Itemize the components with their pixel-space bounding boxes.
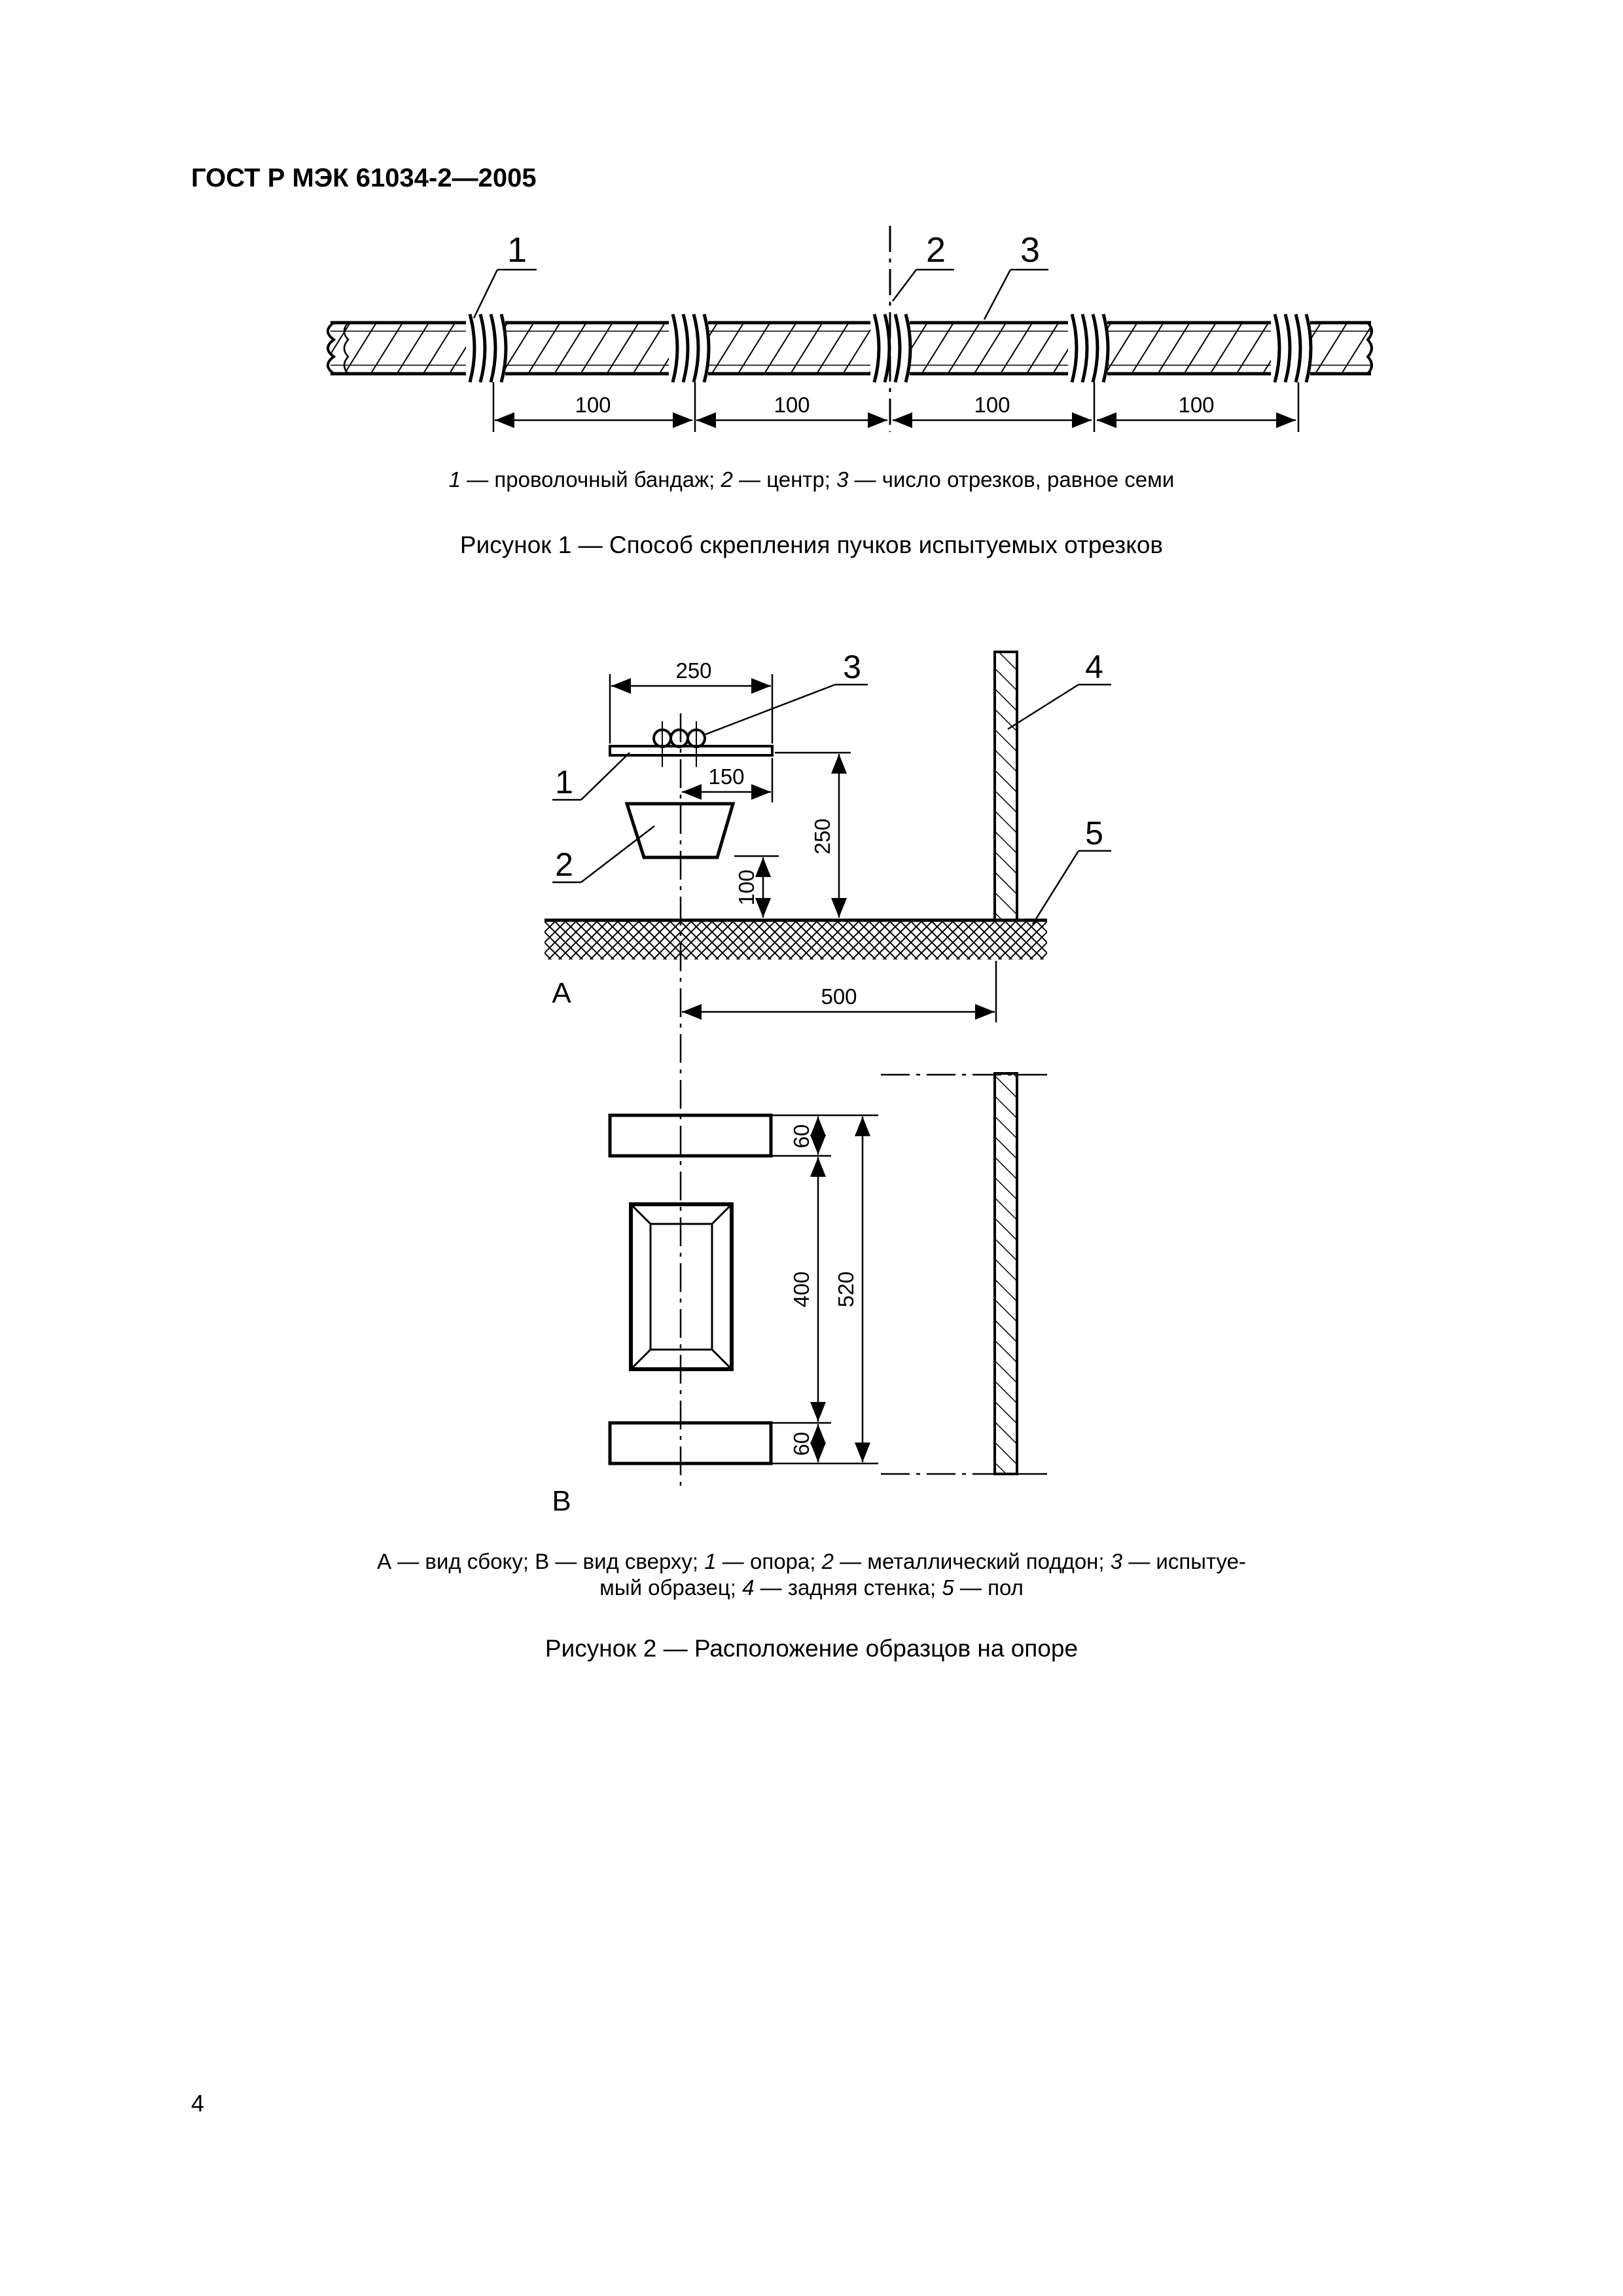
callout-number: 4 bbox=[1085, 649, 1103, 685]
support-block bbox=[610, 1115, 771, 1156]
legend-text: — задняя стенка; bbox=[754, 1575, 942, 1600]
dimension-label: 400 bbox=[789, 1271, 813, 1308]
floor bbox=[544, 919, 1047, 960]
figure-2-caption: Рисунок 2 — Расположение образцов на опоре bbox=[544, 1635, 1079, 1662]
legend-num: 3 bbox=[836, 467, 849, 492]
dimension-label: 250 bbox=[675, 658, 712, 683]
legend-text: — металлический поддон; bbox=[833, 1549, 1111, 1573]
callout-number: 2 bbox=[555, 846, 573, 883]
page-number: 4 bbox=[191, 2090, 205, 2117]
legend-num: 2 bbox=[721, 467, 733, 492]
support-block bbox=[610, 1423, 771, 1463]
back-wall bbox=[995, 652, 1017, 920]
legend-num: 4 bbox=[742, 1575, 755, 1600]
dimension-label: 100 bbox=[575, 393, 611, 417]
page-header: ГОСТ Р МЭК 61034-2—2005 bbox=[191, 164, 537, 192]
dimension-label: 60 bbox=[789, 1124, 813, 1149]
callout-number: 5 bbox=[1085, 815, 1103, 852]
legend-text: — пол bbox=[954, 1575, 1024, 1600]
legend-text: — число отрезков, равное семи bbox=[848, 467, 1175, 492]
callout-number: 3 bbox=[843, 649, 861, 685]
legend-text: — опора; bbox=[716, 1549, 822, 1573]
dimension-label: 500 bbox=[821, 984, 857, 1009]
callout-number: 1 bbox=[555, 764, 573, 800]
back-wall-top-view bbox=[995, 1073, 1017, 1474]
legend-num: 2 bbox=[821, 1549, 834, 1573]
legend-num: 5 bbox=[942, 1575, 954, 1600]
dimension-label: 60 bbox=[789, 1431, 813, 1456]
legend-line bbox=[0, 1575, 1623, 1601]
dimension-label: 100 bbox=[734, 869, 758, 906]
support-plate bbox=[610, 746, 772, 755]
dimension-label: 100 bbox=[774, 393, 810, 417]
callout-number: 2 bbox=[925, 230, 946, 270]
legend-num: 3 bbox=[1110, 1549, 1123, 1573]
dimension-label: 250 bbox=[810, 818, 834, 855]
legend-text: мый образец; bbox=[599, 1575, 743, 1600]
legend-text: — центр; bbox=[732, 467, 837, 492]
legend-text: — испытуе- bbox=[1122, 1549, 1246, 1573]
dimension-label: 100 bbox=[1178, 393, 1215, 417]
dimension-label: 100 bbox=[974, 393, 1010, 417]
legend-text: А — вид сбоку; В — вид сверху; bbox=[377, 1549, 705, 1573]
view-label-a: А bbox=[552, 977, 571, 1009]
test-sample bbox=[654, 721, 705, 767]
callout-number: 1 bbox=[507, 230, 527, 270]
figure-2-legend bbox=[0, 1549, 1623, 1601]
figure-1-caption: Рисунок 1 — Способ скрепления пучков испытуемых отрезков bbox=[459, 531, 1164, 558]
legend-num: 1 bbox=[704, 1549, 717, 1573]
view-label-b: В bbox=[552, 1485, 571, 1517]
legend-text: — проволочный бандаж; bbox=[461, 467, 721, 492]
dimension-label: 150 bbox=[708, 764, 745, 789]
legend-num: 1 bbox=[448, 467, 461, 492]
callout-number: 3 bbox=[1020, 230, 1041, 270]
dimension-label: 520 bbox=[834, 1271, 858, 1308]
legend-line bbox=[0, 1549, 1623, 1575]
